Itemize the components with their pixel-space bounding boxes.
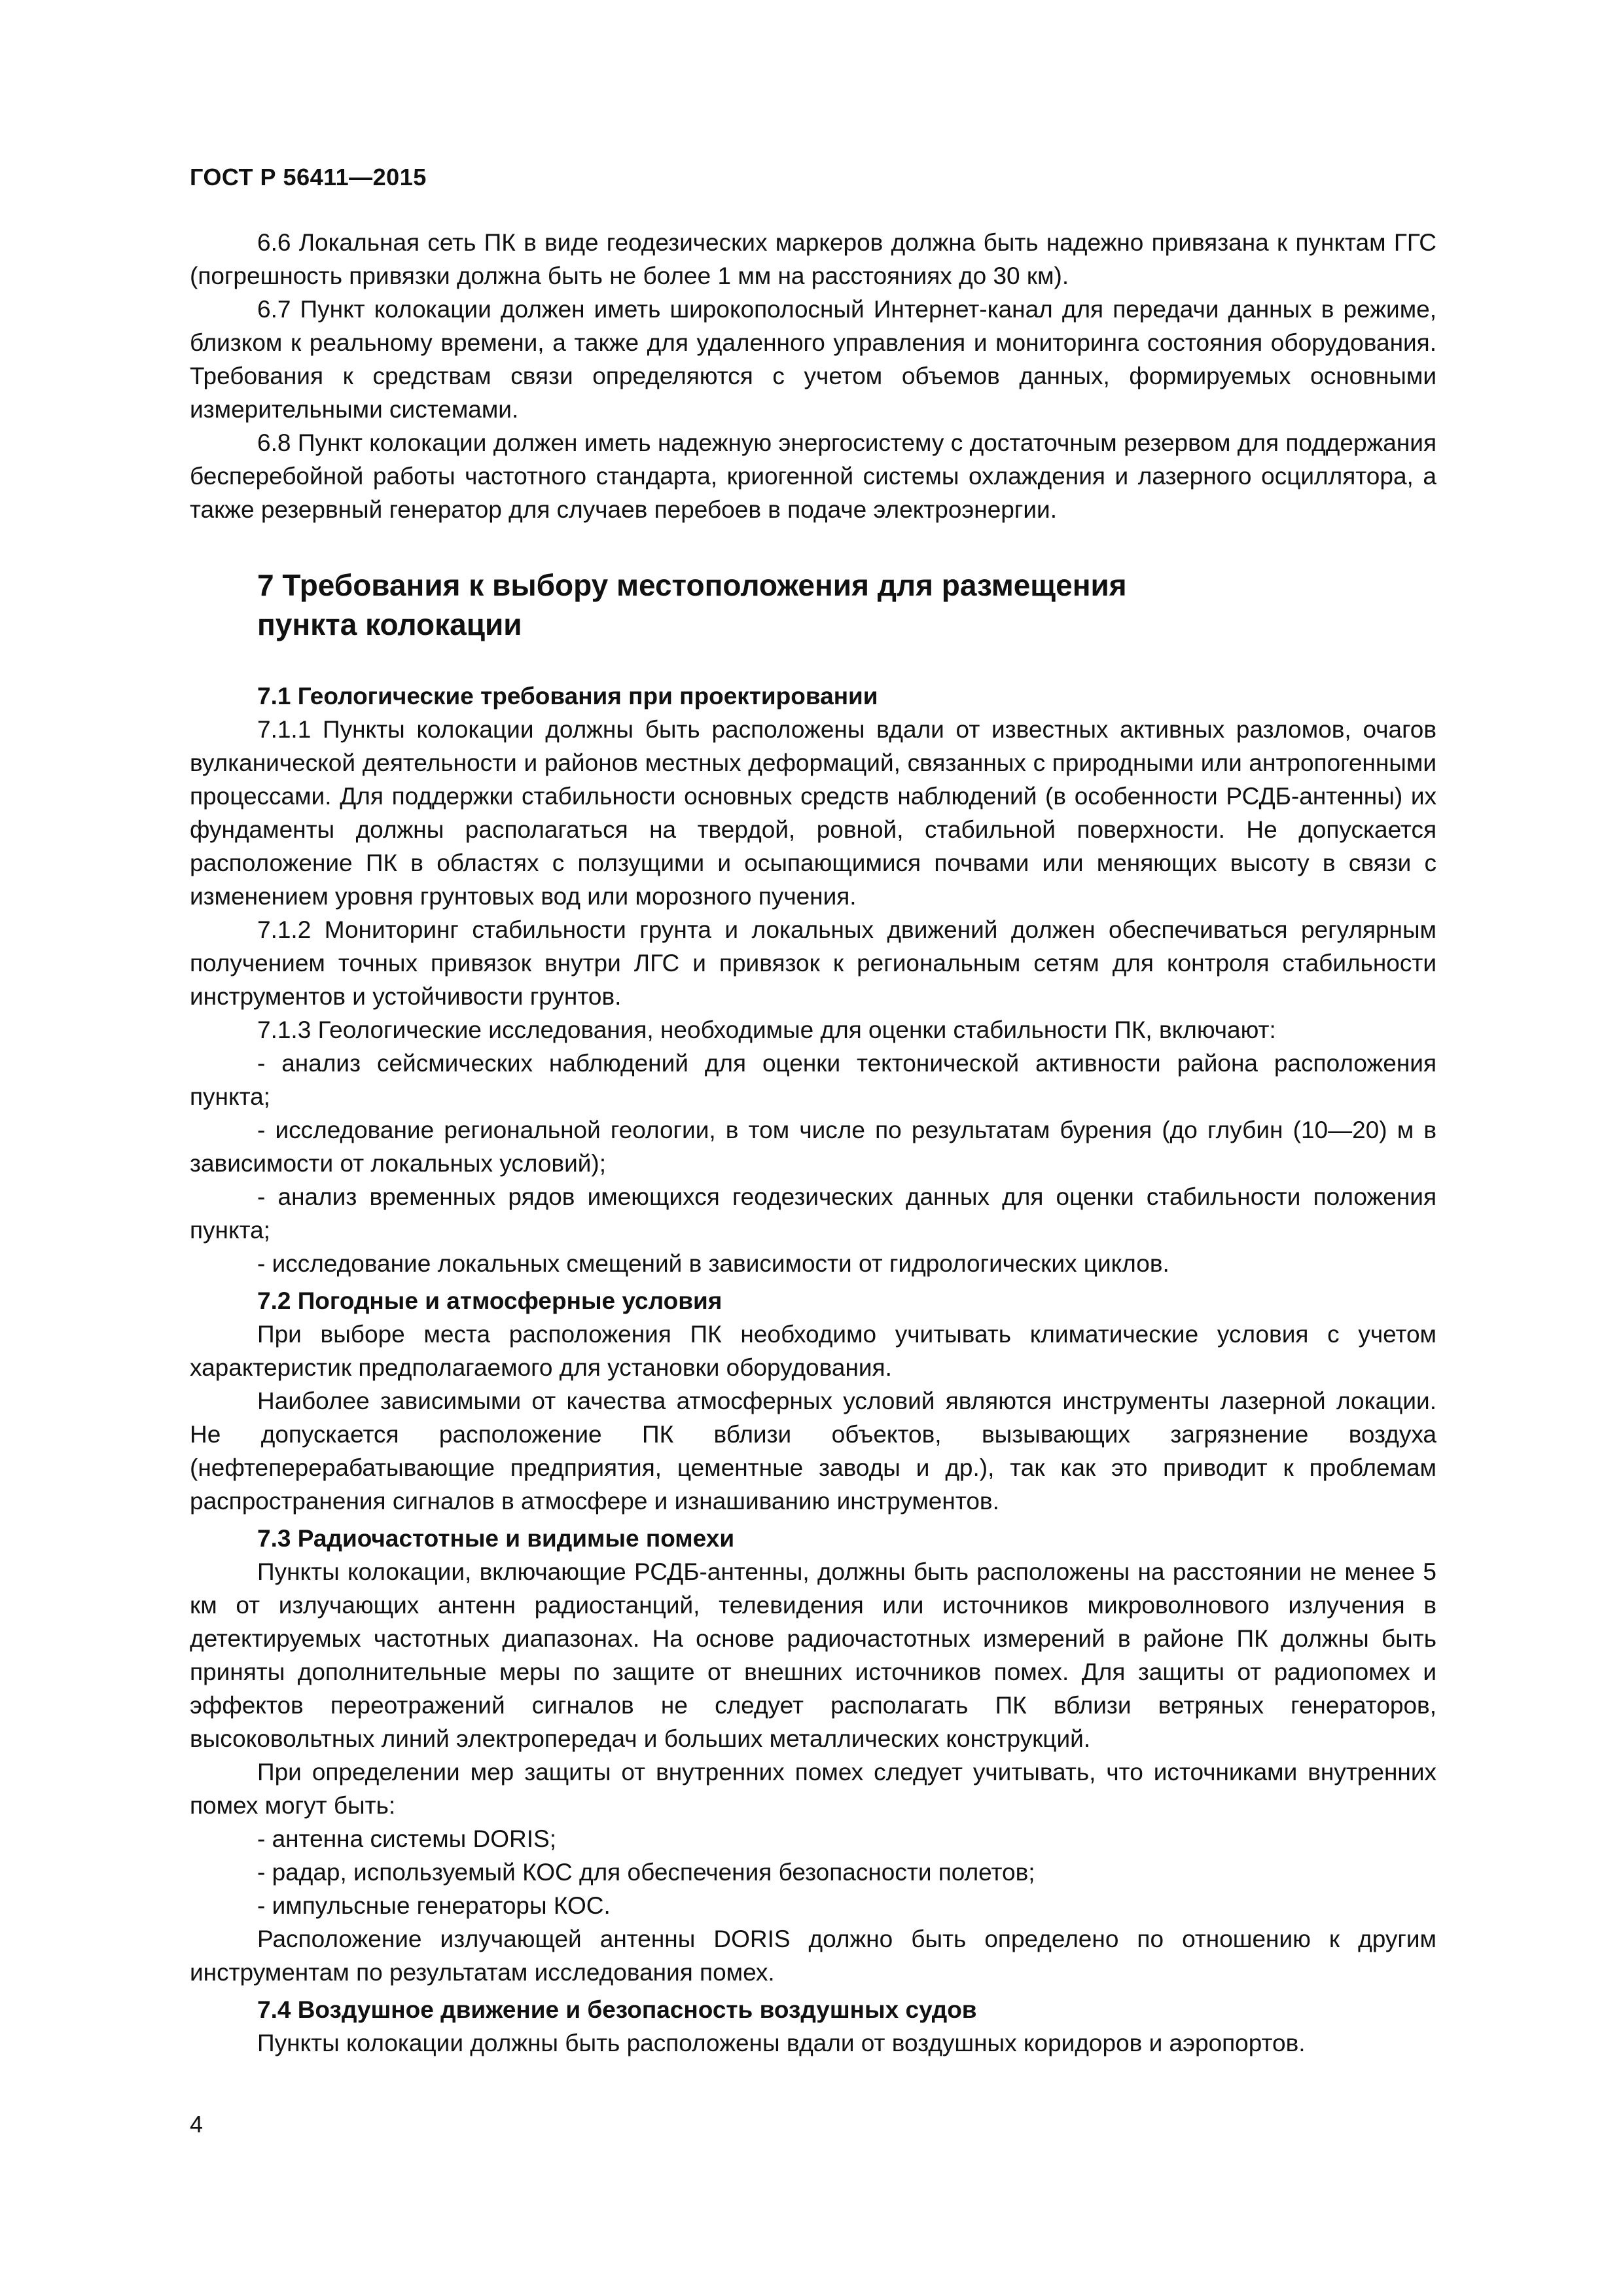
list-item: - исследование локальных смещений в зависимости от гидрологических циклов.	[257, 1250, 1169, 1277]
list-item: - импульсные генераторы КОС.	[257, 1892, 611, 1919]
paragraph-7-1-3: 7.1.3 Геологические исследования, необходимые для оценки стабильности ПК, включают:	[257, 1016, 1276, 1043]
list-item: - анализ временных рядов имеющихся геодезических данных для оценки стабильности положения пункта;	[190, 1183, 1436, 1244]
paragraph-7-1-2: 7.1.2 Мониторинг стабильности грунта и локальных движений должен обеспечиваться регулярным получением точных привязок внутри ЛГС и привязок к региональным сетям для контроля стабильности инструментов и устойчивости грунтов.	[190, 916, 1436, 1010]
list-item: - радар, используемый КОС для обеспечения безопасности полетов;	[257, 1859, 1035, 1886]
subsection-7-1-title: 7.1 Геологические требования при проектировании	[257, 683, 878, 709]
paragraph-7-3-3: Расположение излучающей антенны DORIS должно быть определено по отношению к другим инструментам по результатам исследования помех.	[190, 1926, 1436, 1986]
subsection-7-2-title: 7.2 Погодные и атмосферные условия	[257, 1287, 722, 1314]
paragraph-6-7: 6.7 Пункт колокации должен иметь широкополосный Интернет-канал для передачи данных в режиме, близком к реальному времени, а также для удаленного управления и мониторинга состояния оборудования. Требования к средствам связи определяются с учетом объемов данных, формируемых основными измерительными системами.	[190, 296, 1436, 423]
paragraph-7-3-1: Пункты колокации, включающие РСДБ-антенны, должны быть расположены на расстоянии не менее 5 км от излучающих антенн радиостанций, телевидения или источников микроволнового излучения в детектируемых частотных диапазонах. На основе радиочастотных измерений в районе ПК должны быть приняты дополнительные меры по защите от внешних источников помех. Для защиты от радиопомех и эффектов переотражений сигналов не следует располагать ПК вблизи ветряных генераторов, высоковольтных линий электропередач и больших металлических конструкций.	[190, 1558, 1436, 1752]
page-body	[190, 226, 1436, 2060]
paragraph-7-1-1: 7.1.1 Пункты колокации должны быть расположены вдали от известных активных разломов, очагов вулканической деятельности и районов местных деформаций, связанных с природными или антропогенными процессами. Для поддержки стабильности основных средств наблюдений (в особенности РСДБ-антенны) их фундаменты должны располагаться на твердой, ровной, стабильной поверхности. Не допускается расположение ПК в областях с ползущими и осыпающимися почвами или меняющих высоту в связи с изменением уровня грунтовых вод или морозного пучения.	[190, 716, 1436, 910]
subsection-7-4-title: 7.4 Воздушное движение и безопасность воздушных судов	[257, 1996, 977, 2023]
list-item: - исследование региональной геологии, в том числе по результатам бурения (до глубин (10—20) м в зависимости от локальных условий);	[190, 1117, 1436, 1177]
paragraph-6-8: 6.8 Пункт колокации должен иметь надежную энергосистему с достаточным резервом для поддержания бесперебойной работы частотного стандарта, криогенной системы охлаждения и лазерного осциллятора, а также резервный генератор для случаев перебоев в подаче электроэнергии.	[190, 429, 1436, 523]
subsection-7-3-title: 7.3 Радиочастотные и видимые помехи	[257, 1525, 735, 1552]
section-7-title-line1: 7 Требования к выбору местоположения для размещения	[257, 568, 1127, 602]
list-item: - анализ сейсмических наблюдений для оценки тектонической активности района расположения пункта;	[190, 1050, 1436, 1110]
paragraph-6-6: 6.6 Локальная сеть ПК в виде геодезических маркеров должна быть надежно привязана к пунктам ГГС (погрешность привязки должна быть не более 1 мм на расстояниях до 30 км).	[190, 229, 1436, 289]
page-number: 4	[190, 2111, 204, 2138]
paragraph-7-2-2: Наиболее зависимыми от качества атмосферных условий являются инструменты лазерной локации. Не допускается расположение ПК вблизи объектов, вызывающих загрязнение воздуха (нефтеперерабатывающие предприятия, цементные заводы и др.), так как это приводит к проблемам распространения сигналов в атмосфере и изнашиванию инструментов.	[190, 1388, 1436, 1515]
paragraph-7-3-2: При определении мер защиты от внутренних помех следует учитывать, что источниками внутренних помех могут быть:	[190, 1759, 1436, 1819]
paragraph-7-4-1: Пункты колокации должны быть расположены вдали от воздушных коридоров и аэропортов.	[257, 2030, 1306, 2056]
list-item: - антенна системы DORIS;	[257, 1825, 556, 1852]
section-7-title	[257, 565, 1436, 644]
paragraph-7-2-1: При выборе места расположения ПК необходимо учитывать климатические условия с учетом характеристик предполагаемого для установки оборудования.	[190, 1321, 1436, 1381]
document-header: ГОСТ Р 56411—2015	[190, 164, 427, 190]
section-7-title-line2: пункта колокации	[257, 607, 522, 641]
